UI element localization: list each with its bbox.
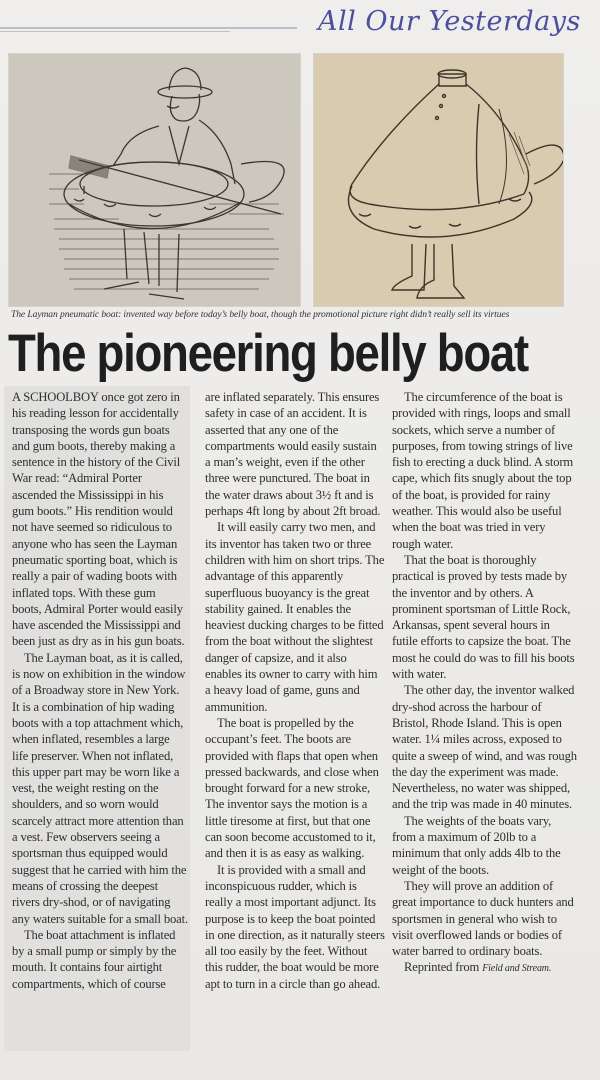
article-column-2 — [205, 389, 385, 992]
paragraph: The boat attachment is inflated by a small pump or simply by the mouth. It contains four airtight compartments, which of course — [12, 927, 177, 991]
paragraph: It will easily carry two men, and its inventor has taken two or three children with him on short trips. The advantage of this apparently superfluous buoyancy is the great stability gained. It enables the heaviest ducking charges to be fitted from the boat without the slightest danger of capsize, and it also enables its owner to carry with him a heavy load of game, guns and ammunition. — [205, 520, 385, 714]
paragraph: The weights of the boats vary, from a maximum of 20lb to a minimum that only adds 4lb to the weight of the boots. — [392, 813, 561, 877]
header-rule-accent — [0, 31, 230, 32]
paragraph: They will prove an addition of great importance to duck hunters and sportsmen in general who wish to visit overflowed lands or bodies of water barred to ordinary boats. — [392, 878, 574, 959]
headline: The pioneering belly boat — [8, 324, 528, 383]
section-title: All Our Yesterdays — [318, 6, 581, 37]
layman-boat-illustration-cape — [313, 53, 564, 307]
header-rule — [0, 27, 297, 29]
article-column-3 — [392, 389, 577, 978]
reprint-credit — [392, 959, 577, 977]
paragraph: The boat is propelled by the occupant’s feet. The boots are provided with flaps that open when pressed backwards, and close when brought forward for a new stroke, The inventor says the motion is a little tiresome at first, but that one can soon become accustomed to it, and then it is as easy as walking. — [205, 715, 379, 861]
paragraph: The other day, the inventor walked dry-shod across the harbour of Bristol, Rhode Island. This is open water. 1¼ miles across, exposed to quite a sweep of wind, and was rough the day the experiment was made. Nevertheless, no water was shipped, and the trip was made in 40 minutes. — [392, 683, 577, 812]
image-caption: The Layman pneumatic boat: invented way before today’s belly boat, though the promotional picture right didn’t really sell its virtues — [11, 309, 510, 320]
paragraph: It is provided with a small and inconspicuous rudder, which is really a most important adjunct. Its purpose is to keep the boat pointed in one direction, as it naturally steers all too easily by the feet. Without this rudder, the boat would be more apt to turn in a circle than go ahead. — [205, 862, 385, 991]
credit-source: Field and Stream. — [482, 963, 552, 975]
article-column-1 — [12, 389, 188, 992]
paragraph: That the boat is thoroughly practical is proved by tests made by the inventor and by others. A prominent sportsman of Little Rock, Arkansas, spent several hours in futile efforts to capsize the boat. The most he could do was to fill his boots with water. — [392, 552, 575, 682]
layman-boat-illustration-man — [8, 53, 301, 307]
paragraph: The circumference of the boat is provided with rings, loops and small sockets, which serve a number of purposes, from towing strings of live fish to erecting a duck blind. A storm cape, which fits snugly about the top of the boat, is provided for rainy weather. This would also be useful when the boat was tried in very rough water. — [392, 390, 574, 551]
paragraph: are inflated separately. This ensures safety in case of an accident. It is asserted that any one of the compartments would easily sustain a man’s weight, even if the other three were punctured. The boat in the water draws about 3½ ft and is perhaps 4ft long by about 2ft broad. — [205, 390, 381, 519]
paragraph: The Layman boat, as it is called, is now on exhibition in the window of a Broadway store in New York. It is a combination of hip wading boots with a top attachment which, when inflated, resembles a large life preserver. When not inflated, this upper part may be worn like a vest, the weight resting on the shoulders, and so worn would scarcely attract more attention than a vest. Few observers seeing a sportsman thus equipped would suggest that he carried with him the means of crossing the deepest rivers dry-shod, or of navigating any waters suitable for a small boat. — [12, 650, 188, 926]
paragraph: A SCHOOLBOY once got zero in his reading lesson for accidentally transposing the words gun boats and gum boots, thereby making a sentence in the history of the Civil War read: “Admiral Porter ascended the Mississippi in his gum boots.” His rendition would not have seemed so ridiculous to anyone who has seen the Layman pneumatic sporting boat, which is really a pair of wading boots with inflated tops. With these gum boots, Admiral Porter would easily have ascended the Mississippi and been just as dry as in his gun boats. — [12, 390, 185, 649]
credit-prefix: Reprinted from — [404, 960, 483, 975]
